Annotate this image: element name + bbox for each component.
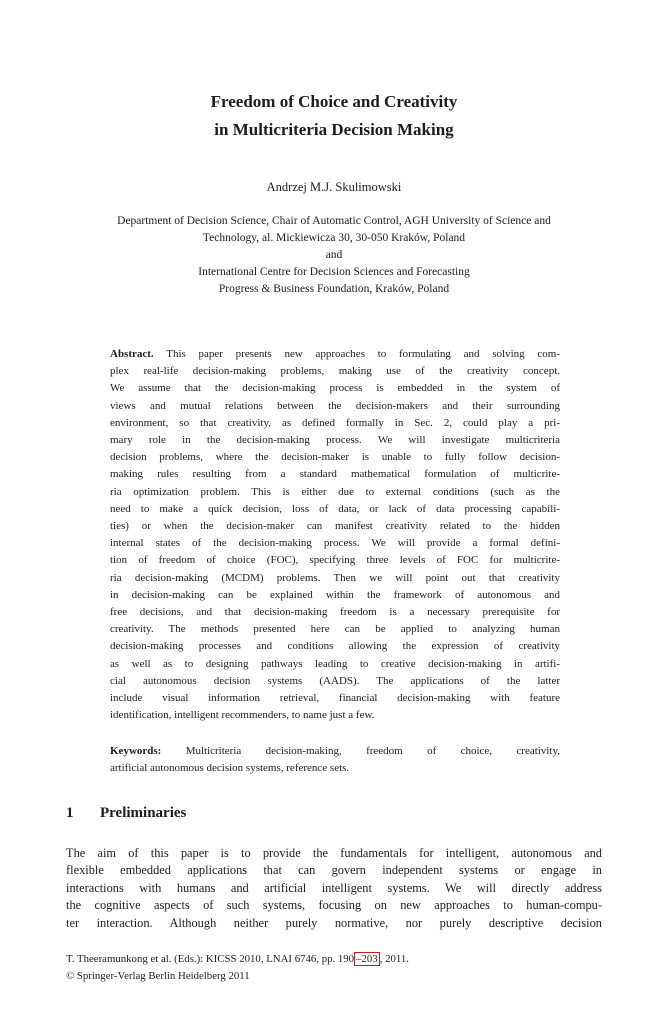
paragraph-line: flexible embedded applications that can govern independent systems or engage in	[66, 863, 602, 878]
abstract-line: decision-making processes and conditions allowing the expression of creativity	[110, 640, 560, 653]
abstract	[110, 346, 560, 724]
affiliation-line: Department of Decision Science, Chair of Automatic Control, AGH University of Science and	[117, 215, 551, 227]
abstract-line: internal states of the decision-making process. We will provide a formal defini-	[110, 537, 560, 550]
author-name: Andrzej M.J. Skulimowski	[266, 180, 402, 194]
abstract-line: ties) or when the decision-maker can manifest creativity related to the hidden	[110, 520, 560, 533]
paper-title-line-1: Freedom of Choice and Creativity	[210, 92, 458, 111]
keywords-line	[110, 743, 560, 760]
abstract-line	[110, 346, 560, 363]
footer-copyright-line: © Springer-Verlag Berlin Heidelberg 2011	[66, 970, 250, 982]
keywords-line: artificial autonomous decision systems, reference sets.	[110, 762, 350, 774]
section-heading	[66, 805, 602, 822]
abstract-line: cial autonomous decision systems (AADS). The applications of the latter	[110, 674, 560, 687]
paper-title	[0, 88, 668, 144]
abstract-line: mary role in the decision-making process. We will investigate multicriteria	[110, 434, 560, 447]
keywords-label: Keywords:	[110, 745, 162, 757]
abstract-line: as well as to designing pathways leading to creative decision-making in artifi-	[110, 657, 560, 670]
body-paragraph	[66, 845, 602, 932]
abstract-line: in decision-making can be explained within the framework of autonomous and	[110, 588, 560, 601]
abstract-line: include visual information retrieval, financial decision-making with feature	[110, 692, 560, 705]
abstract-line: creativity. The methods presented here can be applied to analyzing human	[110, 623, 560, 636]
affiliation-line: Progress & Business Foundation, Kraków, Poland	[218, 283, 450, 295]
keywords-line-text: Multicriteria decision-making, freedom of choice, creativity,	[161, 745, 560, 757]
abstract-line: identification, intelligent recommenders, to name just a few.	[110, 709, 375, 722]
affiliation-line: International Centre for Decision Sciences and Forecasting	[198, 266, 470, 278]
abstract-line: environment, so that creativity, as defined formally in Sec. 2, could play a pri-	[110, 416, 560, 429]
affiliation-line: and	[325, 249, 343, 261]
affiliation-line: Technology, al. Mickiewicza 30, 30-050 Kraków, Poland	[202, 232, 466, 244]
section-number: 1	[66, 805, 74, 821]
footer	[66, 951, 602, 985]
paragraph-line: ter interaction. Although neither purely normative, nor purely descriptive decision	[66, 915, 602, 930]
abstract-line: free decisions, and that decision-making freedom is a necessary prerequisite for	[110, 606, 560, 619]
footer-citation-suffix: , 2011.	[379, 953, 409, 965]
abstract-line: need to make a quick decision, loss of data, or lack of data processing capabili-	[110, 502, 560, 515]
affiliation	[0, 213, 668, 298]
abstract-line: ria optimization problem. This is either due to external conditions (such as the	[110, 485, 560, 498]
keywords	[110, 743, 560, 777]
paper-title-line-2: in Multicriteria Decision Making	[214, 120, 454, 139]
abstract-label: Abstract.	[110, 348, 154, 360]
abstract-line: views and mutual relations between the decision-makers and their surrounding	[110, 399, 560, 412]
footer-citation-prefix: T. Theeramunkong et al. (Eds.): KICSS 2010, LNAI 6746, pp. 190	[66, 953, 355, 965]
abstract-line: ria decision-making (MCDM) problems. Then we will point out that creativity	[110, 571, 560, 584]
section-title: Preliminaries	[100, 805, 187, 821]
paragraph-line: the cognitive aspects of such systems, focusing on new approaches to human-compu-	[66, 898, 602, 913]
abstract-line: making rules resulting from a standard mathematical formulation of multicrite-	[110, 468, 560, 481]
paragraph-line: The aim of this paper is to provide the fundamentals for intelligent, autonomous and	[66, 846, 602, 860]
abstract-line: decision problems, where the decision-maker is unable to fully follow decision-	[110, 451, 560, 464]
abstract-line: tion of freedom of choice (FOC), specifying three levels of FOC for multicrite-	[110, 554, 560, 567]
abstract-line: plex real-life decision-making problems, making use of the creativity concept.	[110, 365, 560, 378]
footer-citation-line	[66, 951, 602, 968]
paragraph-line: interactions with humans and artificial intelligent systems. We will directly address	[66, 880, 602, 895]
page-range-link[interactable]: –203	[356, 953, 378, 965]
abstract-line: We assume that the decision-making process is embedded in the system of	[110, 382, 560, 395]
abstract-line-text: This paper presents new approaches to formulating and solving com-	[153, 348, 560, 360]
